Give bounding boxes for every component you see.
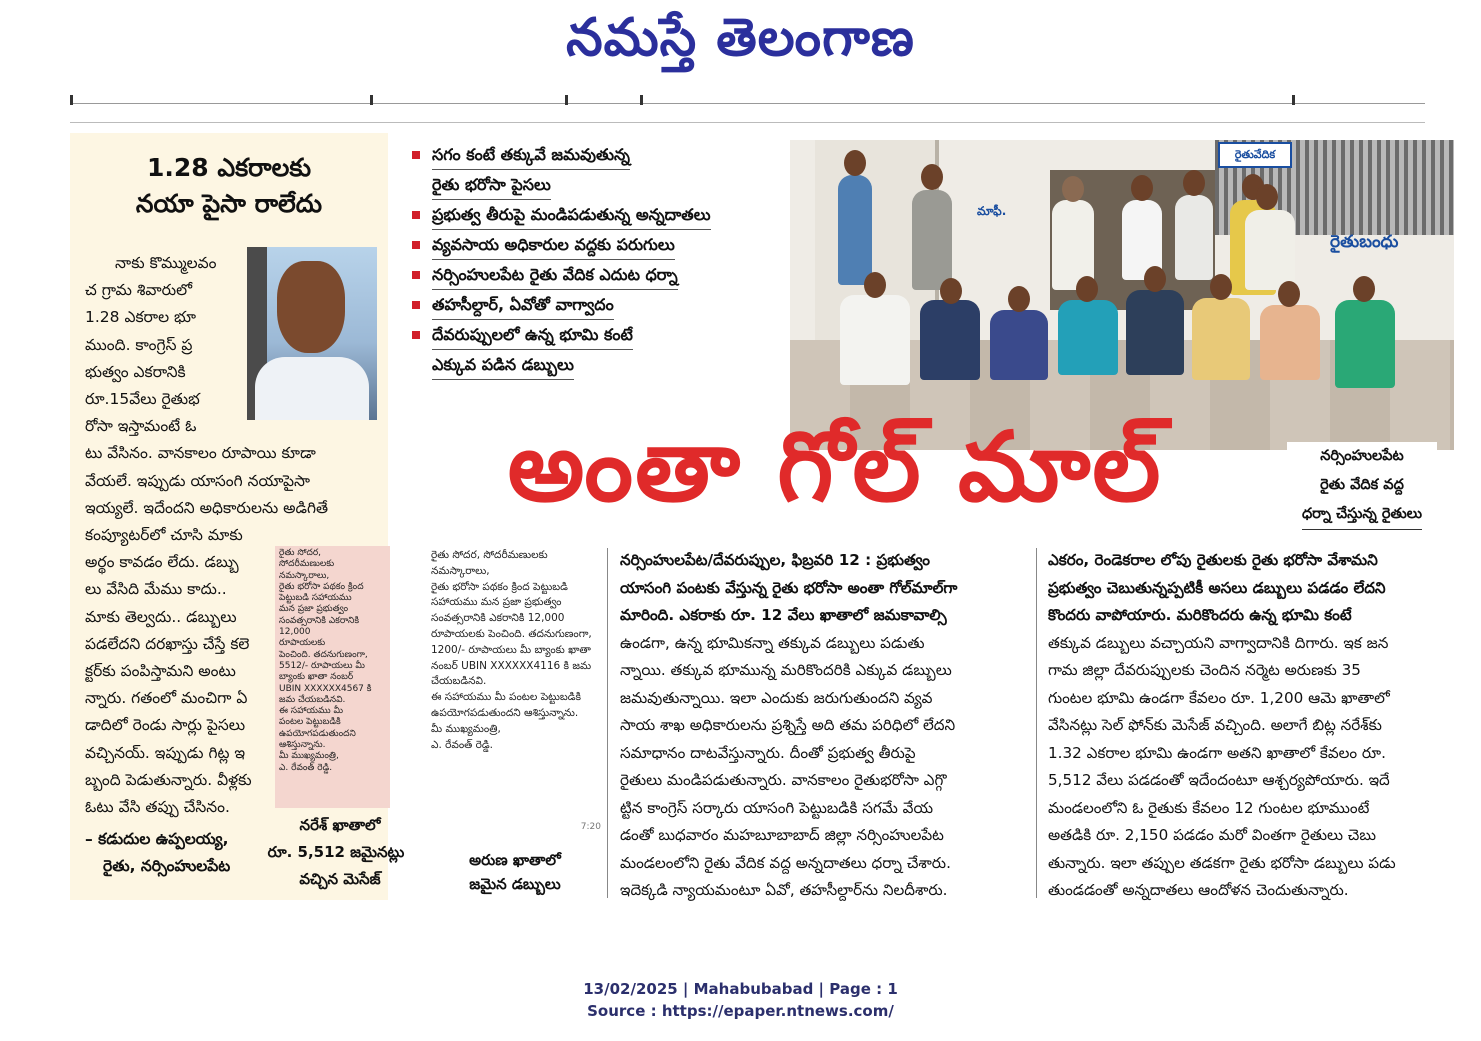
article-column-1 (620, 547, 1025, 905)
sms-line: సహాయము మన ప్రజా ప్రభుత్వం (431, 596, 562, 609)
sms-line: ఉపయోగపడుతుందని (279, 728, 356, 739)
rule-tick (1292, 95, 1295, 105)
sms-screenshot-naresh (275, 546, 390, 808)
bullet-square-icon (412, 331, 420, 339)
article-line: ట్టిన కాంగ్రెస్ సర్కారు యాసంగి పెట్టుబడికి సగమే వేయ (620, 798, 933, 817)
bullet-item (410, 200, 785, 230)
quote-line: రోసా ఇస్తామంటే ఓ (85, 417, 197, 436)
article-line: ఇదెక్కడి న్యాయమంటూ ఏవో, తహసీల్దార్‌ను నిలదీశారు. (620, 881, 948, 899)
highlight-bullets (410, 140, 785, 380)
article-line: గామ జిల్లా దేవరుప్పులకు చెందిన నర్మెట అరుణకు 35 (1048, 661, 1361, 679)
caption-line: నర్సింహులపేట (1320, 448, 1404, 464)
caption-line: నరేశ్ ఖాతాలో (299, 816, 381, 834)
bullet-square-icon (412, 301, 420, 309)
sidebar-heading-line: నయా పైసా రాలేదు (135, 189, 323, 218)
sms-line: రూపాయలకు పెంచింది. తదనుగుణంగా, (431, 627, 592, 640)
article-column-2 (1048, 547, 1452, 905)
bullet-text-cont: ఎక్కువ పడిన డబ్బులు (432, 350, 574, 380)
quote-line: చ గ్రామ శివారులో (85, 281, 193, 300)
article-line: మారింది. ఎకరాకు రూ. 12 వేలు ఖాతాలో జమకావాల్సి (620, 606, 947, 624)
caption-line: అరుణ ఖాతాలో (469, 851, 561, 869)
bullet-item (410, 230, 785, 260)
article-line: ఎకరం, రెండెకరాల లోపు రైతులకు రైతు భరోసా వేశామని (1048, 551, 1378, 569)
person (1192, 298, 1250, 380)
article-line: గుంటల భూమి ఉండగా కేవలం రూ. 1,200 ఆమె ఖాతాలో (1048, 688, 1390, 707)
footer-source-link[interactable]: Source : https://epaper.ntnews.com/ (587, 1002, 894, 1020)
bullet-square-icon (412, 241, 420, 249)
sidebar-heading-line: 1.28 ఎకరాలకు (146, 153, 312, 182)
person-head (1183, 170, 1205, 196)
quote-line: 1.28 ఎకరాల భూ (85, 308, 196, 327)
masthead-rule (70, 103, 1425, 104)
quote-line: లు వేసిది మేము కాదు.. (85, 580, 227, 599)
article-line: 1.32 ఎకరాల భూమి ఉండగా అతని ఖాతాలో కేవలం రూ. (1048, 743, 1386, 762)
article-line: నర్సింహులపేట/దేవరుప్పుల, ఫిబ్రవరి 12 : ప్రభుత్వం (620, 551, 931, 569)
person (1245, 210, 1295, 290)
rule-tick (370, 95, 373, 105)
headline: అంతా గోల్ మాల్ (507, 411, 1163, 523)
bullet-text-cont: రైతు భరోసా పైసలు (432, 170, 551, 200)
person (990, 310, 1048, 380)
sms-line: సంవత్సరానికి ఎకరానికి 12,000 (431, 612, 565, 625)
article-line: మండలంలోని ఓ రైతుకు కేవలం 12 గుంటల భూముంటే (1048, 798, 1370, 817)
bullet-item (410, 320, 785, 380)
person-head (1144, 266, 1166, 292)
sms-time: 7:20 (580, 822, 601, 833)
sms-line: ఈ సహాయము మీ (279, 706, 344, 717)
sms-line: చేయబడినవి. (431, 675, 487, 688)
masthead-title: నమస్తే తెలంగాణ (566, 8, 915, 68)
article-line: డంతో బుధవారం మహబూబాబాద్ జిల్లా నర్సింహులపేట (620, 826, 944, 844)
portrait-face (277, 261, 345, 353)
sms-line: సోదరీమణులకు (279, 559, 335, 570)
page-footer (0, 978, 1481, 1022)
article-line: ఉండగా, ఉన్న భూమికన్నా తక్కువ డబ్బులు పడుతు (620, 633, 925, 652)
article-line: న్నాయి. తక్కువ భూమున్న మరికొందరికి ఎక్కువ డబ్బులు (620, 661, 952, 679)
sms-line: పంటల పెట్టుబడికి (279, 717, 341, 728)
quote-line: బ్బంది పెడుతున్నారు. వీళ్లకు (85, 770, 252, 789)
person (1175, 195, 1213, 280)
quote-line: క్టర్‌కు పంపిస్తామని అంటు (85, 662, 236, 681)
quote-line: భుత్వం ఎకరానికి (85, 362, 186, 381)
sms-line: పెంచింది. తదనుగుణంగా, (279, 649, 368, 660)
rule-tick (70, 95, 73, 105)
sms-line: ఈ సహాయము మీ పంటల పెట్టుబడికి (431, 691, 582, 704)
article-line: మండలంలోని రైతు వేదిక వద్ద అన్నదాతలు ధర్నా చేశారు. (620, 853, 951, 872)
quote-line: అర్థం కావడం లేదు. డబ్బు (85, 553, 239, 572)
signature-place: రైతు, నర్సింహులపేట (103, 857, 231, 875)
masthead-rule-lower (70, 122, 1425, 123)
sms-line: UBIN XXXXXX4567 కి (279, 683, 372, 694)
quote-line: ముంది. కాంగ్రెస్ ప్ర (85, 335, 193, 354)
sms-line: జమ చేయబడినవి. (279, 694, 346, 705)
sidebar-signature (85, 826, 285, 880)
quote-line: ఓటు వేసి తప్పు చేసినం. (85, 798, 230, 817)
person-head (940, 278, 962, 304)
bullet-text: ప్రభుత్వ తీరుపై మండిపడుతున్న అన్నదాతలు (432, 200, 711, 230)
sms-line: రైతు భరోసా పథకం క్రింద పెట్టుబడి (431, 580, 568, 593)
article-line: సమాధానం దాటవేస్తున్నారు. దీంతో ప్రభుత్వ తీరుపై (620, 743, 916, 762)
sms-line: ఎ. రేవంత్ రెడ్డి. (431, 738, 493, 751)
photo-sign: రైతువేదిక (1218, 142, 1292, 168)
article-line: ప్రభుత్వం చెబుతున్నప్పటికీ అసలు డబ్బులు పడడం లేదని (1048, 578, 1386, 597)
person (1260, 305, 1320, 380)
person (1335, 300, 1395, 388)
article-line: యాసంగి పంటకు వేస్తున్న రైతు భరోసా అంతా గోల్‌మాల్‌గా (620, 578, 958, 597)
bullet-square-icon (412, 271, 420, 279)
caption-line: వచ్చిన మెసేజ్ (299, 870, 381, 888)
sms-line: బ్యాంకు ఖాతా నంబర్ (279, 672, 354, 683)
quote-line: వేయలే. ఇప్పుడు యాసంగి నయాపైసా (85, 471, 311, 490)
person-head (1353, 276, 1375, 302)
article-line: కొందరు వాపోయారు. మరికొందరు ఉన్న భూమి కంటే (1048, 606, 1352, 624)
quote-line: నాకు కొమ్ములవం (115, 254, 217, 272)
caption-line: రైతు వేదిక వద్ద (1320, 477, 1404, 493)
bullet-text: సగం కంటే తక్కువే జమవుతున్న (432, 140, 630, 170)
sms-line: 12,000 (279, 627, 311, 638)
quote-line: డాదిలో రెండు సార్లు పైసలు (85, 716, 246, 735)
person-head (1256, 184, 1278, 210)
rule-tick (640, 95, 643, 105)
quote-line: మాకు తెల్వదు.. డబ్బులు (85, 607, 237, 626)
quote-line: రూ.15వేలు రైతుభ (85, 390, 200, 409)
column-rule (607, 548, 608, 898)
person-head (1062, 176, 1084, 202)
person-head (864, 272, 886, 298)
bullet-item (410, 260, 785, 290)
quote-line: వచ్చినయ్. ఇప్పుడు గిట్ల ఇ (85, 743, 246, 762)
person-head (921, 164, 943, 190)
person-head (844, 150, 866, 176)
quote-line: టు వేసినం. వానకాలం రూపాయి కూడా (85, 444, 316, 463)
quote-line: న్నారు. గతంలో మంచిగా ఏ (85, 689, 248, 708)
bullet-item (410, 290, 785, 320)
bullet-item (410, 140, 785, 200)
farmer-portrait (247, 247, 377, 420)
sms-line: 1200/- రూపాయలు మీ బ్యాంకు ఖాతా (431, 643, 591, 656)
article-line: వేసినట్లు సెల్ ఫోన్‌కు మెసేజ్ వచ్చింది. అలాగే బిట్ల నరేశ్‌కు (1048, 716, 1382, 734)
article-line: తున్నారు. ఇలా తప్పుల తడకగా రైతు భరోసా డబ్బులు పడు (1048, 853, 1396, 872)
sms-line: ఆశిస్తున్నాను. (279, 740, 326, 751)
sms-line: రూపాయలకు (279, 638, 326, 649)
portrait-shirt (255, 357, 369, 420)
sms-line: ఎ. రేవంత్ రెడ్డి. (279, 762, 333, 773)
article-line: సాయ శాఖ అధికారులను ప్రశ్నిస్తే అది తమ పరిధిలో లేదని (620, 716, 956, 734)
footer-date-edition: 13/02/2025 | Mahabubabad | Page : 1 (583, 980, 898, 998)
sms-caption-naresh (267, 812, 405, 893)
farmers-protest-photo (790, 140, 1454, 450)
sms-line: సంవత్సరానికి ఎకరానికి (279, 615, 360, 626)
person-head (1131, 175, 1153, 201)
sms-line: మీ ముఖ్యమంత్రి, (431, 722, 501, 735)
photo-wall-text: రైతుబంధు (1330, 232, 1399, 252)
quote-line: పడలేదని దరఖాస్తు చేస్తే కలె (85, 634, 250, 653)
sms-line: మన ప్రజా ప్రభుత్వం (279, 604, 349, 615)
sms-line: నంబర్ UBIN XXXXXX4116 కి జమ (431, 659, 592, 672)
sms-line: రైతు సోదర, సోదరీమణులకు (431, 549, 548, 561)
article-line: రైతులు మండిపడుతున్నారు. వానకాలం రైతుభరోసా ఎగ్గొ (620, 771, 947, 789)
person (838, 175, 872, 285)
bullet-text: తహసీల్దార్, ఏవోతో వాగ్వాదం (432, 290, 614, 320)
bullet-text: వ్యవసాయ అధికారుల వద్దకు పరుగులు (432, 230, 675, 260)
article-line: 5,512 వేలు పడడంతో ఇదేందంటూ ఆశ్చర్యపోయారు. ఇదే (1048, 771, 1390, 789)
bullet-text: దేవరుప్పులలో ఉన్న భూమి కంటే (432, 320, 633, 350)
sms-line: ఉపయోగపడుతుందని ఆశిస్తున్నాను. (431, 706, 579, 719)
person-head (1076, 276, 1098, 302)
person (840, 295, 910, 385)
bullet-text: నర్సింహులపేట రైతు వేదిక ఎదుట ధర్నా (432, 260, 678, 290)
sms-line: నమస్కారాలు, (279, 570, 330, 581)
person (920, 300, 980, 380)
signature-name: – కడుదుల ఉప్పలయ్య, (85, 830, 229, 848)
article-line: జమవుతున్నాయి. ఇలా ఎందుకు జరుగుతుందని వ్యవ (620, 688, 933, 707)
sms-line: 5512/- రూపాయలు మీ (279, 660, 365, 671)
caption-line: రూ. 5,512 జమైనట్లు (267, 843, 405, 861)
sms-line: రైతు భరోసా పథకం క్రింద (279, 581, 364, 592)
caption-line: జమైన డబ్బులు (469, 875, 561, 893)
person (912, 190, 952, 290)
bullet-square-icon (412, 211, 420, 219)
sms-line: మీ ముఖ్యమంత్రి, (279, 751, 339, 762)
sms-line: నమస్కారాలు, (431, 564, 490, 577)
article-line: తక్కువ డబ్బులు వచ్చాయని వాగ్వాదానికి దిగారు. ఇక జన (1048, 633, 1389, 652)
photo-caption (1287, 442, 1437, 530)
sms-screenshot-aruna (425, 546, 605, 838)
quote-line: కంప్యూటర్‌లో చూసి మాకు (85, 526, 243, 545)
person (1058, 300, 1118, 375)
person (1126, 290, 1184, 375)
sms-line: రైతు సోదర, (279, 548, 322, 558)
article-line: అతడికి రూ. 2,150 పడడం మరో వింతగా రైతులు చెబు (1048, 826, 1376, 844)
column-rule (1036, 548, 1037, 898)
caption-line: ధర్నా చేస్తున్న రైతులు (1302, 500, 1422, 530)
rule-tick (565, 95, 568, 105)
sidebar-heading (70, 150, 388, 222)
bullet-square-icon (412, 151, 420, 159)
quote-line: ఇయ్యలే. ఇదేందని అధికారులను అడిగితే (85, 498, 329, 517)
person-head (1210, 274, 1232, 300)
sms-caption-aruna (425, 848, 605, 896)
person-head (1008, 286, 1030, 312)
sms-line: పెట్టుబడి సహాయము (279, 593, 352, 604)
article-line: తుండడంతో అన్నదాతలు ఆందోళన చెందుతున్నారు. (1048, 881, 1349, 899)
photo-wall-text: మాఫీ. (977, 204, 1007, 218)
person-head (1278, 281, 1300, 307)
